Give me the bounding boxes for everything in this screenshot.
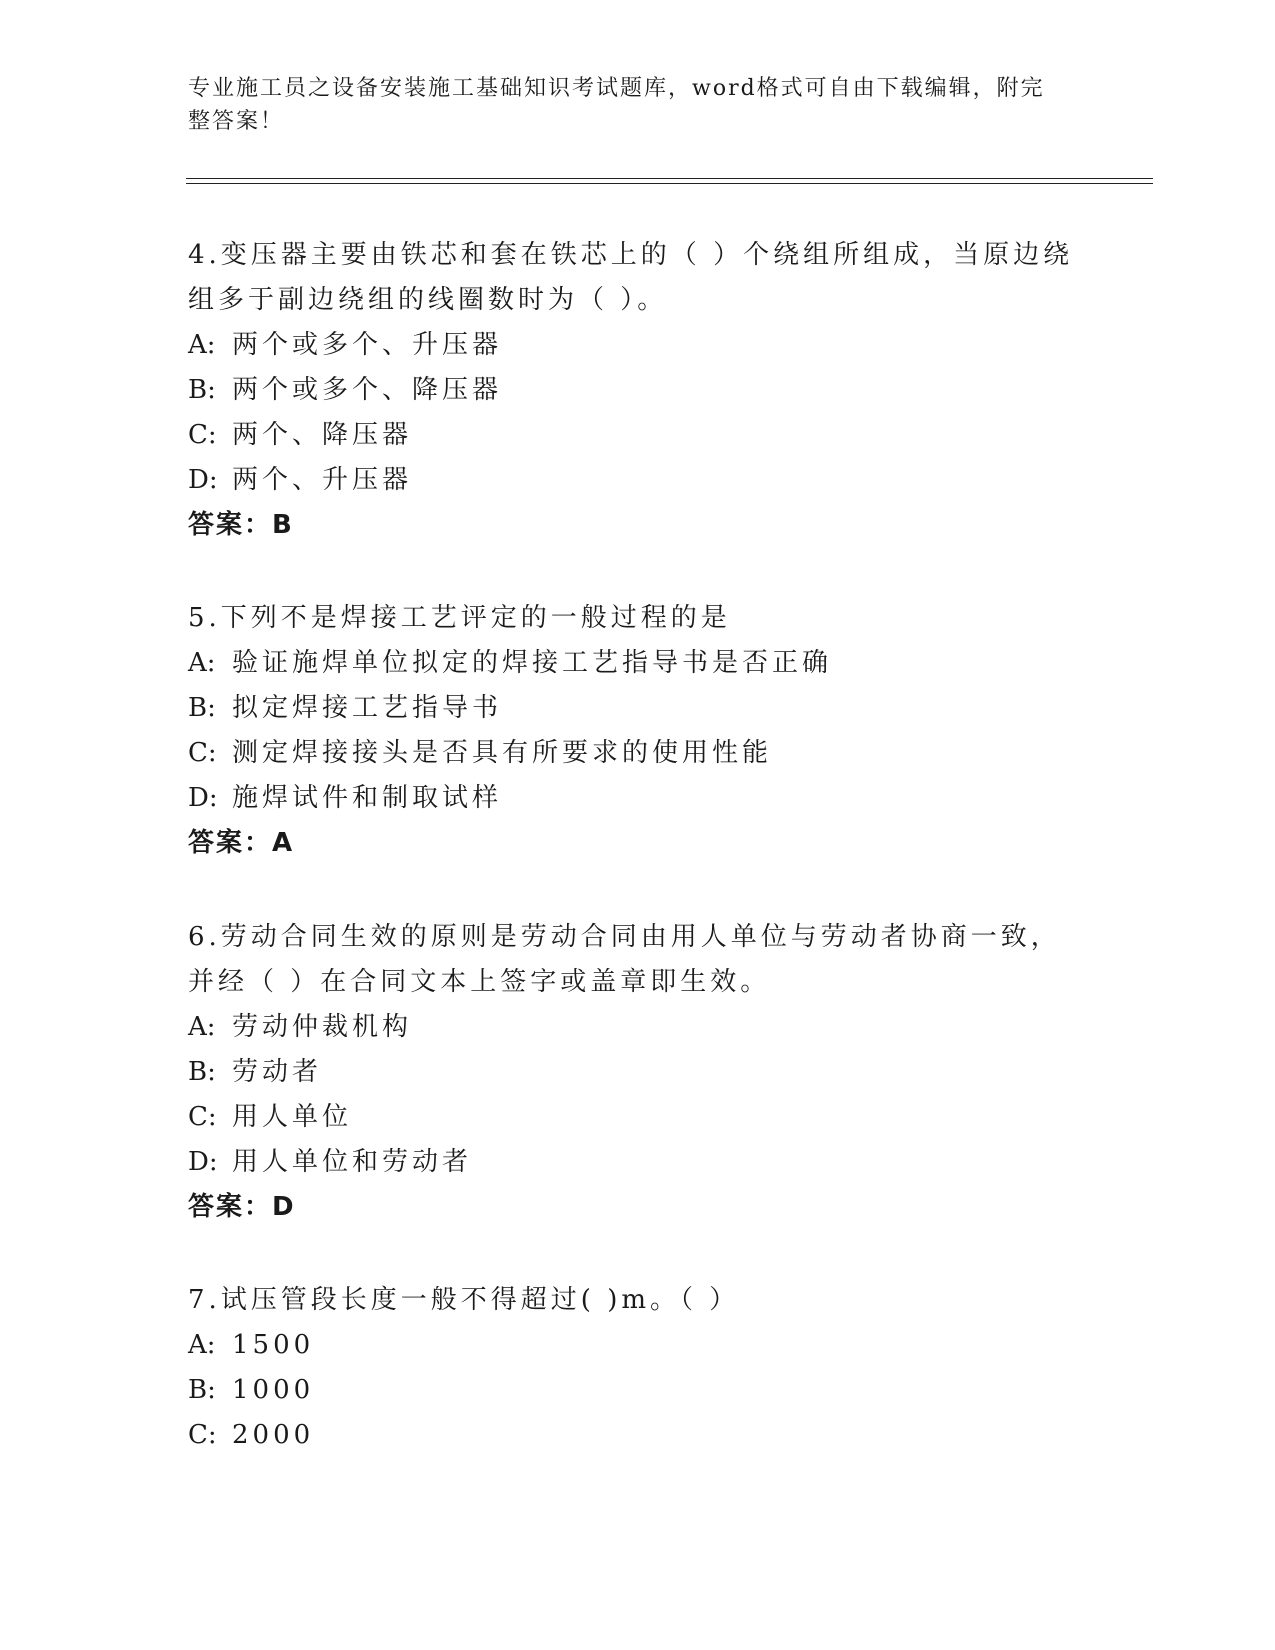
header-divider-bottom [186, 183, 1153, 184]
option-b [188, 686, 1088, 731]
option-c [188, 1413, 1088, 1458]
question-stem: 5.下列不是焊接工艺评定的一般过程的是 [188, 603, 731, 633]
option-text: 施焊试件和制取试样 [232, 783, 503, 813]
option-letter: D: [188, 783, 218, 813]
option-letter: A: [188, 1330, 216, 1360]
option-text: 劳动者 [232, 1057, 323, 1087]
option-a [188, 323, 1088, 368]
option-letter: D: [188, 1147, 218, 1177]
option-letter: C: [188, 1420, 217, 1450]
answer: 答案：B [188, 510, 294, 540]
option-text: 1000 [232, 1375, 315, 1405]
option-letter: C: [188, 1102, 217, 1132]
header-divider-top [186, 178, 1153, 179]
option-letter: D: [188, 465, 218, 495]
option-text: 用人单位和劳动者 [232, 1147, 473, 1177]
option-text: 两个、升压器 [232, 465, 413, 495]
option-text: 两个或多个、降压器 [232, 375, 503, 405]
option-b [188, 1368, 1088, 1413]
option-a [188, 1005, 1088, 1050]
option-letter: B: [188, 693, 216, 723]
question-stem: 7.试压管段长度一般不得超过( )m。（ ） [188, 1285, 740, 1315]
option-text: 拟定焊接工艺指导书 [232, 693, 503, 723]
option-text: 2000 [232, 1420, 315, 1450]
question-5 [188, 596, 1088, 866]
option-letter: C: [188, 738, 217, 768]
option-text: 验证施焊单位拟定的焊接工艺指导书是否正确 [232, 648, 833, 678]
option-d [188, 776, 1088, 821]
option-letter: A: [188, 1012, 216, 1042]
question-6 [188, 915, 1088, 1230]
option-text: 两个或多个、升压器 [232, 330, 503, 360]
question-4 [188, 233, 1088, 548]
option-letter: B: [188, 1375, 216, 1405]
option-d [188, 1140, 1088, 1185]
option-b [188, 1050, 1088, 1095]
option-a [188, 641, 1088, 686]
question-7 [188, 1278, 1088, 1458]
option-letter: B: [188, 1057, 216, 1087]
option-text: 劳动仲裁机构 [232, 1012, 413, 1042]
option-letter: B: [188, 375, 216, 405]
question-stem: 4.变压器主要由铁芯和套在铁芯上的（ ）个绕组所组成，当原边绕组多于副边绕组的线圈数时为（ ）。 [188, 240, 1074, 315]
option-text: 两个、降压器 [232, 420, 413, 450]
option-text: 测定焊接接头是否具有所要求的使用性能 [232, 738, 773, 768]
option-text: 用人单位 [232, 1102, 353, 1132]
option-d [188, 458, 1088, 503]
option-a [188, 1323, 1088, 1368]
answer: 答案：A [188, 828, 295, 858]
question-stem: 6.劳动合同生效的原则是劳动合同由用人单位与劳动者协商一致，并经（ ）在合同文本上签字或盖章即生效。 [188, 922, 1061, 997]
option-letter: A: [188, 330, 216, 360]
document-header-text: 专业施工员之设备安装施工基础知识考试题库，word格式可自由下载编辑，附完整答案！ [188, 76, 1045, 134]
answer: 答案：D [188, 1192, 296, 1222]
option-c [188, 413, 1088, 458]
option-c [188, 1095, 1088, 1140]
option-letter: A: [188, 648, 216, 678]
option-c [188, 731, 1088, 776]
option-text: 1500 [232, 1330, 315, 1360]
option-letter: C: [188, 420, 217, 450]
option-b [188, 368, 1088, 413]
